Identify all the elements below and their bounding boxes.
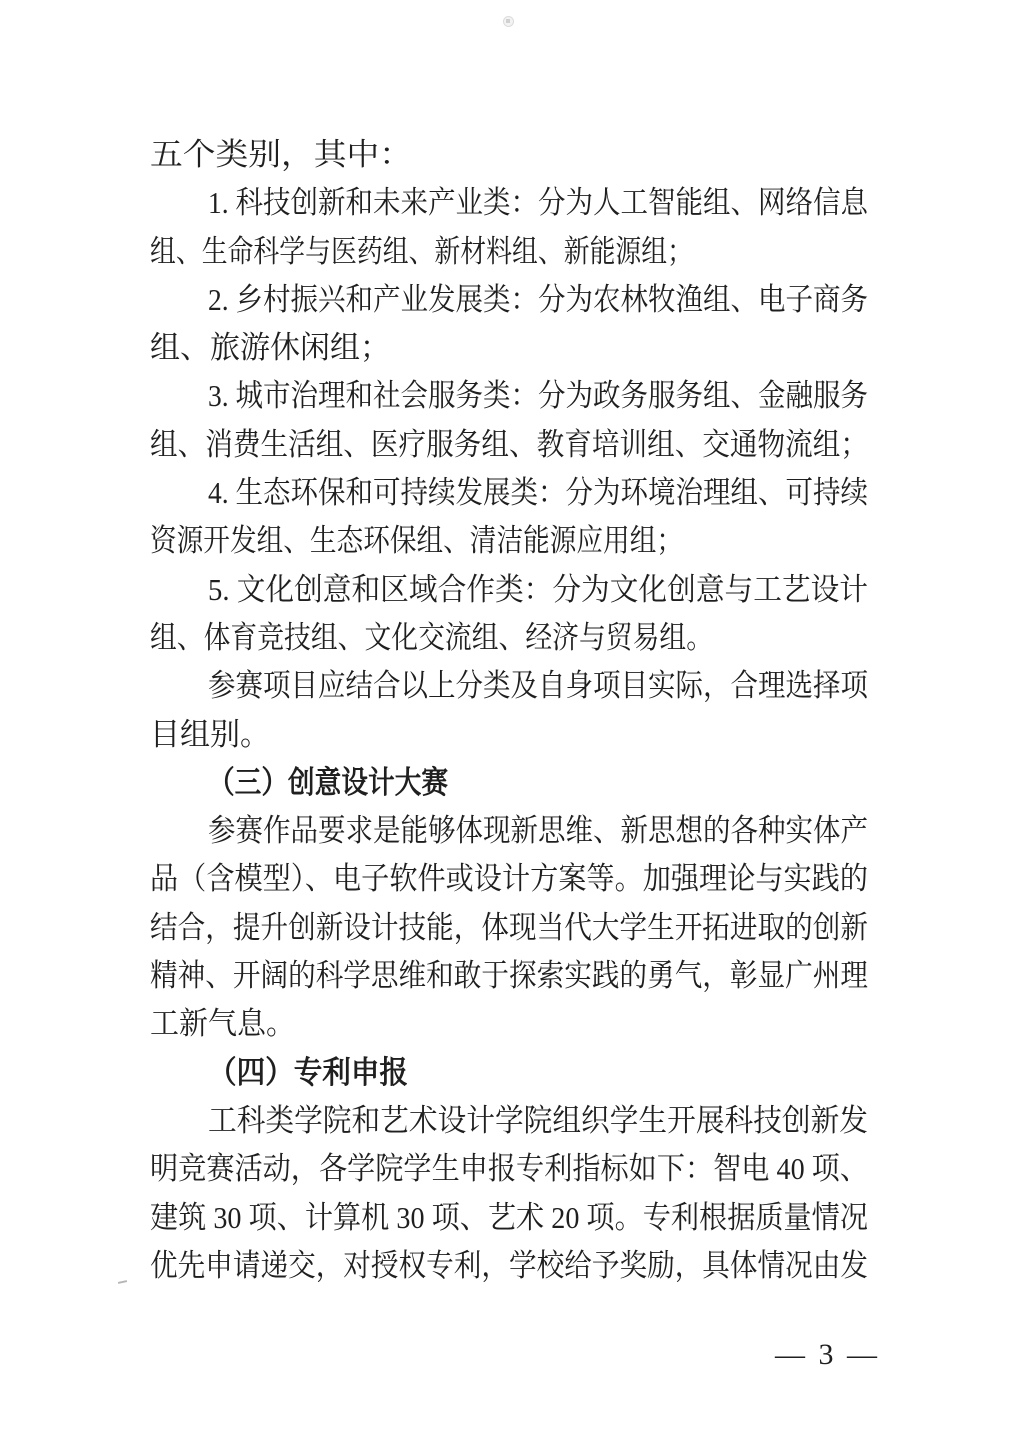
text-line: 目组别。 (150, 716, 270, 752)
scan-artifact-dot (503, 16, 514, 27)
text-line: 建筑 30 项、计算机 30 项、艺术 20 项。专利根据质量情况 (150, 1199, 868, 1235)
text-line: 结合，提升创新设计技能，体现当代大学生开拓进取的创新 (150, 909, 868, 945)
text-line: 工科类学院和艺术设计学院组织学生开展科技创新发 (208, 1102, 868, 1138)
text-line: 1. 科技创新和未来产业类：分为人工智能组、网络信息 (208, 185, 868, 221)
text-line: 参赛作品要求是能够体现新思维、新思想的各种实体产 (208, 813, 868, 849)
section-heading: （三）创意设计大赛 (208, 764, 448, 800)
text-line: 工新气息。 (150, 1006, 295, 1042)
text-line: 4. 生态环保和可持续发展类：分为环境治理组、可持续 (208, 475, 868, 511)
scan-artifact-tick (118, 1280, 127, 1284)
document-body (150, 131, 870, 1290)
text-line: 参赛项目应结合以上分类及自身项目实际，合理选择项 (208, 668, 868, 704)
page-number: — 3 — (775, 1338, 880, 1371)
text-line: 2. 乡村振兴和产业发展类：分为农林牧渔组、电子商务 (208, 281, 868, 317)
text-line: 组、生命科学与医药组、新材料组、新能源组； (150, 233, 693, 269)
text-line: 组、体育竞技组、文化交流组、经济与贸易组。 (150, 619, 713, 655)
text-line: 优先申请递交，对授权专利，学校给予奖励，具体情况由发 (150, 1247, 868, 1283)
text-line: 精神、开阔的科学思维和敢于探索实践的勇气，彰显广州理 (150, 958, 868, 994)
text-line: 3. 城市治理和社会服务类：分为政务服务组、金融服务 (208, 378, 868, 414)
text-line: 品（含模型）、电子软件或设计方案等。加强理论与实践的 (150, 861, 868, 897)
text-line: 资源开发组、生态环保组、清洁能源应用组； (150, 523, 683, 559)
text-line: 5. 文化创意和区域合作类：分为文化创意与工艺设计 (208, 571, 868, 607)
text-line: 组、消费生活组、医疗服务组、教育培训组、交通物流组； (150, 426, 868, 462)
text-line: 组、旅游休闲组； (150, 330, 390, 366)
text-line: 五个类别，其中： (150, 137, 412, 172)
text-line: 明竞赛活动，各学院学生申报专利指标如下：智电 40 项、 (150, 1151, 868, 1187)
section-heading: （四）专利申报 (208, 1054, 408, 1090)
